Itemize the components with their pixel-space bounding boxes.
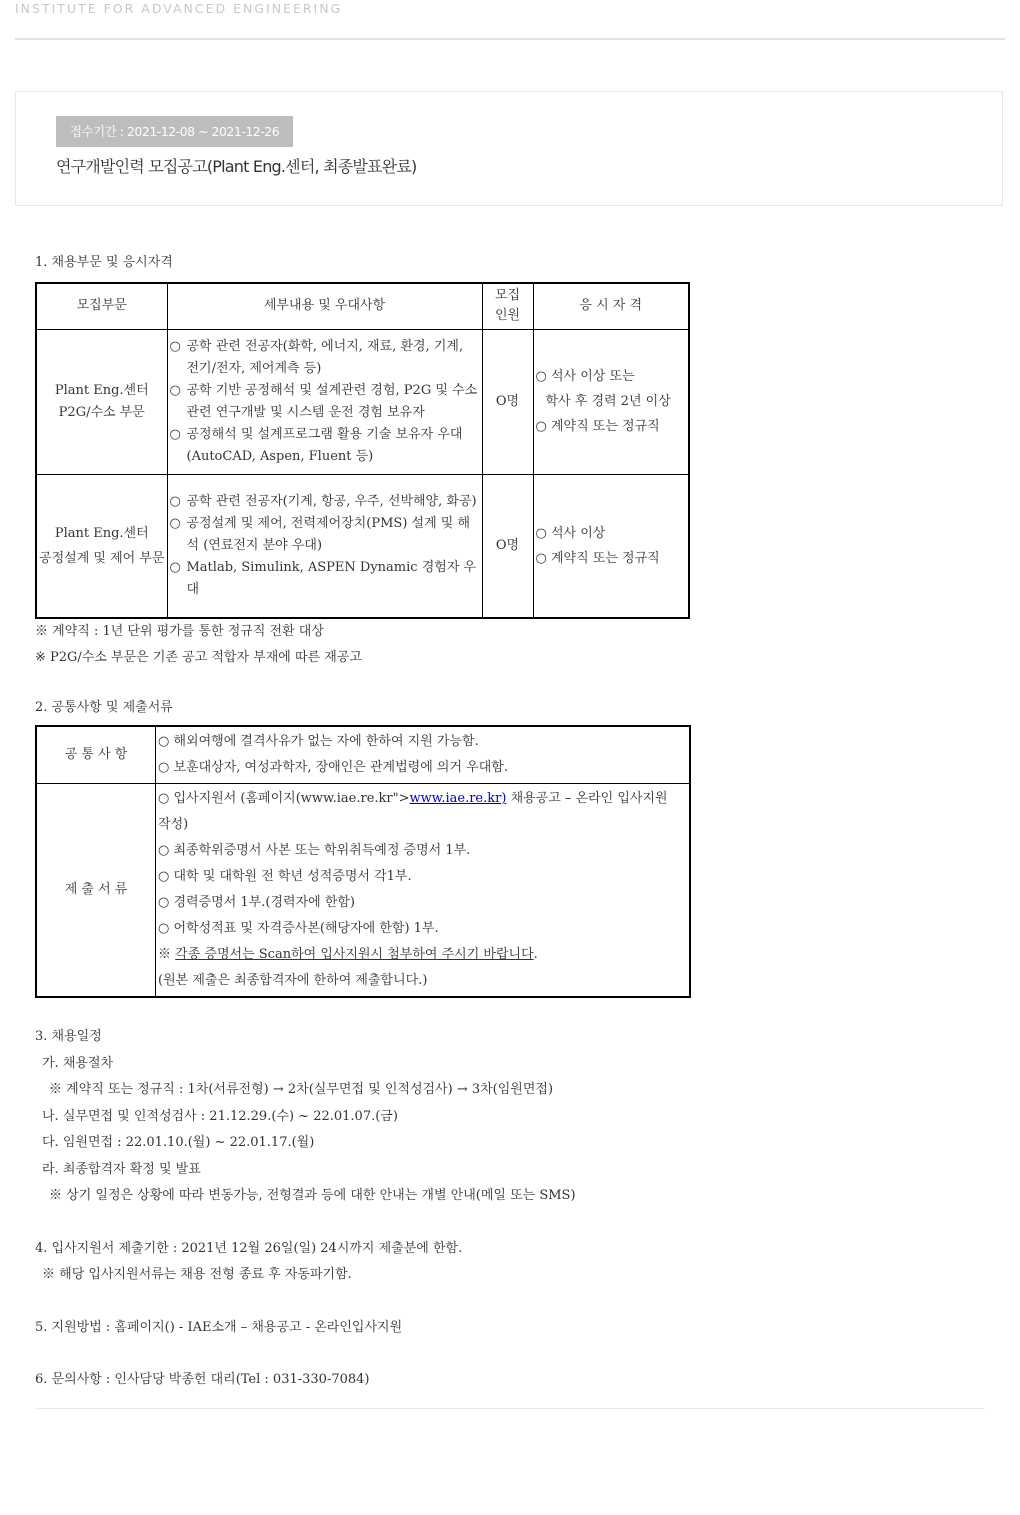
qualification-text: 계약직 또는 정규직 xyxy=(550,419,660,434)
common-item xyxy=(158,729,687,755)
document-text: 채용공고 – 온라인 입사지원 xyxy=(506,791,668,806)
document-text: 최종학위증명서 사본 또는 학위취득예정 증명서 1부. xyxy=(173,843,471,858)
detail-text: 공정해석 및 설계프로그램 활용 기술 보유자 우대 (AutoCAD, Aspen, Fluent 등) xyxy=(186,426,463,464)
post-title: 연구개발인력 모집공고(Plant Eng.센터, 최종발표완료) xyxy=(56,157,417,176)
detail-text: 공학 관련 전공자(화학, 에너지, 재료, 환경, 기계, 전기/전자, 제어계측 등) xyxy=(186,338,464,376)
bullet-icon: ○ xyxy=(169,515,181,531)
note-end: . xyxy=(533,947,538,962)
detail-item xyxy=(170,513,480,557)
institute-logo-text[interactable]: INSTITUTE FOR ADVANCED ENGINEERING xyxy=(15,1,343,16)
qualification-text: 석사 이상 xyxy=(550,525,606,541)
document-text: 입사지원서 (홈페이지(www.iae.re.kr"> xyxy=(173,791,410,806)
qualification-text: 석사 이상 또는 xyxy=(550,369,635,384)
document-item xyxy=(158,916,687,942)
post-header-box xyxy=(15,91,1003,206)
schedule-line: 다. 임원면접 : 22.01.10.(월) ~ 22.01.17.(월) xyxy=(42,1135,315,1150)
header-count-line1: 모집 xyxy=(494,288,521,304)
qualification-cell xyxy=(533,474,689,618)
note-mark: ※ xyxy=(158,947,176,962)
bullet-icon: ○ xyxy=(158,791,170,806)
qualification-item xyxy=(536,414,687,439)
schedule-line: 가. 채용절차 xyxy=(42,1055,114,1071)
detail-item xyxy=(170,557,480,601)
post-content xyxy=(35,252,995,1409)
department-center: Plant Eng.센터 xyxy=(54,525,149,541)
detail-text: 공학 관련 전공자(기계, 항공, 우주, 선박해양, 화공) xyxy=(186,493,477,509)
table-header-row xyxy=(36,283,689,329)
schedule-line: 라. 최종합격자 확정 및 발표 xyxy=(42,1161,201,1177)
bullet-icon: ○ xyxy=(158,843,170,858)
common-and-documents-table xyxy=(35,725,691,998)
bullet-icon: ○ xyxy=(158,895,170,910)
department-division: 공정설계 및 제어 부문 xyxy=(39,550,165,566)
qualification-item xyxy=(536,364,687,389)
bullet-icon: ○ xyxy=(535,419,547,434)
bullet-icon: ○ xyxy=(158,734,170,749)
department-cell xyxy=(36,329,167,474)
application-period-badge: 접수기간 : 2021-12-08 ~ 2021-12-26 xyxy=(56,116,293,147)
section-1-title: 1. 채용부문 및 응시자격 xyxy=(35,255,173,270)
common-row xyxy=(36,726,690,784)
detail-text: 공정설계 및 제어, 전력제어장치(PMS) 설계 및 해석 (연료전지 분야 우대) xyxy=(186,515,471,553)
detail-item xyxy=(170,424,480,468)
document-item xyxy=(158,786,687,812)
header-department: 모집부문 xyxy=(36,283,167,329)
department-division: P2G/수소 부문 xyxy=(58,404,145,420)
bullet-icon: ○ xyxy=(158,760,170,775)
schedule-line: 나. 실무면접 및 인적성검사 : 21.12.29.(수) ~ 22.01.07.(금) xyxy=(42,1108,398,1124)
document-text: 어학성적표 및 자격증사본(해당자에 한함) 1부. xyxy=(173,921,439,936)
detail-text: Matlab, Simulink, ASPEN Dynamic 경험자 우대 xyxy=(186,559,477,597)
common-item xyxy=(158,755,687,781)
section-4-title: 4. 입사지원서 제출기한 : 2021년 12월 26일(일) 24시까지 제출분에 한함. xyxy=(35,1240,463,1256)
header-details: 세부내용 및 우대사항 xyxy=(167,283,482,329)
note-line: ※ P2G/수소 부문은 기존 공고 적합자 부재에 따른 재공고 xyxy=(35,650,362,665)
details-cell xyxy=(167,329,482,474)
bullet-icon: ○ xyxy=(158,869,170,884)
schedule-line: ※ 계약직 또는 정규직 : 1차(서류전형) → 2차(실무면접 및 인적성검사) → 3차(임원면접) xyxy=(49,1082,554,1097)
details-cell xyxy=(167,474,482,618)
bullet-icon: ○ xyxy=(169,338,181,354)
section-3-title: 3. 채용일정 xyxy=(35,1029,102,1044)
section-4-note: ※ 해당 입사지원서류는 채용 전형 종료 후 자동파기함. xyxy=(42,1267,352,1282)
bullet-icon: ○ xyxy=(535,550,547,566)
header-divider xyxy=(15,38,1005,40)
document-note xyxy=(158,942,687,968)
count-cell: O명 xyxy=(482,474,533,618)
qualification-item: 학사 후 경력 2년 이상 xyxy=(545,394,671,409)
header-count-line2: 인원 xyxy=(494,308,521,324)
count-cell: O명 xyxy=(482,329,533,474)
recruitment-table xyxy=(35,282,690,619)
qualification-item xyxy=(536,546,687,571)
document-item xyxy=(158,838,687,864)
content-bottom-divider xyxy=(35,1408,985,1409)
schedule-line: ※ 상기 일정은 상황에 따라 변동가능, 전형결과 등에 대한 안내는 개별 안내(메일 또는 SMS) xyxy=(49,1188,576,1203)
section-6-title: 6. 문의사항 : 인사담당 박종헌 대리(Tel : 031-330-7084) xyxy=(35,1372,370,1387)
detail-item xyxy=(170,336,480,380)
bullet-icon: ○ xyxy=(535,525,547,541)
header-count xyxy=(482,283,533,329)
detail-item xyxy=(170,491,480,513)
detail-text: 공학 기반 공정해석 및 설계관련 경험, P2G 및 수소 관련 연구개발 및 시스템 운전 경험 보유자 xyxy=(186,382,478,420)
document-item-wrap: 작성) xyxy=(158,817,189,832)
documents-row xyxy=(36,784,690,998)
qualification-text: 계약직 또는 정규직 xyxy=(550,550,660,566)
common-label: 공 통 사 항 xyxy=(36,726,156,784)
document-text: 대학 및 대학원 전 학년 성적증명서 각1부. xyxy=(173,869,412,884)
bullet-icon: ○ xyxy=(158,921,170,936)
bullet-icon: ○ xyxy=(535,369,547,384)
document-text: 경력증명서 1부.(경력자에 한함) xyxy=(173,895,356,910)
document-item xyxy=(158,890,687,916)
note-line: ※ 계약직 : 1년 단위 평가를 통한 정규직 전환 대상 xyxy=(35,624,324,639)
table-row xyxy=(36,329,689,474)
department-cell xyxy=(36,474,167,618)
common-text: 보훈대상자, 여성과학자, 장애인은 관계법령에 의거 우대함. xyxy=(173,760,508,775)
documents-label: 제 출 서 류 xyxy=(36,784,156,998)
document-item xyxy=(158,864,687,890)
common-text: 해외여행에 결격사유가 없는 자에 한하여 지원 가능함. xyxy=(173,734,479,749)
document-note-text: 각종 증명서는 Scan하여 입사지원시 첨부하여 주시기 바랍니다 xyxy=(175,947,534,962)
document-note-original: (원본 제출은 최종합격자에 한하여 제출합니다.) xyxy=(158,973,428,988)
table-row xyxy=(36,474,689,618)
qualification-item xyxy=(536,521,687,546)
header-qualification: 응 시 자 격 xyxy=(533,283,689,329)
qualification-cell xyxy=(533,329,689,474)
detail-item xyxy=(170,380,480,424)
common-cell xyxy=(156,726,690,784)
bullet-icon: ○ xyxy=(169,382,181,398)
homepage-link[interactable]: www.iae.re.kr) xyxy=(409,791,507,806)
section-5-title: 5. 지원방법 : 홈페이지() - IAE소개 – 채용공고 - 온라인입사지원 xyxy=(35,1319,403,1335)
bullet-icon: ○ xyxy=(169,426,181,442)
section-2-title: 2. 공통사항 및 제출서류 xyxy=(35,700,173,715)
department-center: Plant Eng.센터 xyxy=(54,382,149,398)
bullet-icon: ○ xyxy=(169,559,181,575)
documents-cell xyxy=(156,784,690,998)
bullet-icon: ○ xyxy=(169,493,181,509)
